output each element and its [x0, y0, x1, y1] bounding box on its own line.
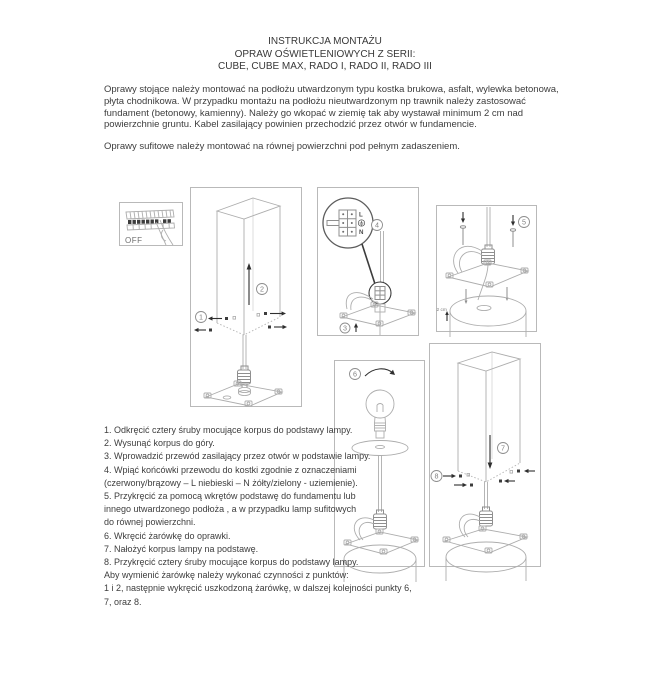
svg-text:4: 4	[375, 220, 379, 230]
off-label: OFF	[125, 236, 143, 245]
base-plate-icon	[443, 526, 527, 553]
diagram-foundation	[436, 205, 537, 339]
title-line-3: CUBE, CUBE MAX, RADO I, RADO II, RADO III	[218, 61, 432, 73]
rotate-arrow	[365, 369, 393, 376]
step-line: 1 i 2, następnie wykręcić uszkodzoną żarówkę, w dalszej kolejności punkty 6, 7, oraz 8.	[104, 583, 412, 607]
supply-cable	[487, 207, 490, 247]
svg-text:7: 7	[501, 443, 505, 453]
step-line: 5. Przykręcić za pomocą wkrętów podstawę do fundamentu lub	[104, 491, 356, 502]
power-off-diagram	[119, 202, 183, 246]
step-marker-3	[340, 323, 350, 333]
step-marker-8	[431, 471, 442, 482]
step-marker-4	[372, 220, 383, 231]
step-line: 4. Wpiąć końcówki przewodu do kostki zgodnie z oznaczeniami	[104, 464, 357, 475]
svg-text:8: 8	[434, 471, 439, 481]
foundation-cylinder-icon	[450, 296, 526, 337]
intro-line: fundament (betonowy, kamienny). Należy go wkopać w ziemię tak aby wystawał minimum 2 cm nad	[104, 107, 524, 119]
diagram-wiring	[317, 187, 419, 336]
cable-connector-icon	[480, 507, 493, 526]
step-line: 7. Nałożyć korpus lampy na podstawę.	[104, 543, 259, 554]
power-off-icon	[119, 202, 183, 246]
terminal-label-live: L	[359, 211, 363, 219]
step-marker-1	[196, 312, 207, 323]
svg-text:5: 5	[522, 217, 526, 227]
step-marker-7	[498, 443, 509, 454]
step-line: innego utwardzonego podłoża , a w przypadku lamp sufitowych	[104, 504, 357, 515]
screws-out	[194, 311, 287, 332]
screws-in	[443, 469, 535, 487]
step-marker-5	[519, 217, 530, 228]
terminal-label-neutral: N	[359, 229, 364, 236]
intro-line: Oprawy stojące należy montować na podłożu utwardzonym typu kostka brukowa, asfalt, wylewka betonowa,	[104, 84, 559, 95]
assembly-steps	[104, 424, 414, 609]
callout-line	[362, 244, 375, 284]
plate-screws	[465, 287, 509, 304]
step-marker-2	[257, 284, 268, 295]
intro-paragraph	[104, 84, 574, 131]
ceiling-note: Oprawy sufitowe należy montować na równej powierzchni pod pełnym zadaszeniem.	[104, 141, 460, 152]
base-plate-icon	[204, 381, 282, 406]
diagram-lift-body	[190, 187, 302, 407]
stem-icon	[485, 482, 488, 509]
page-title	[0, 36, 650, 74]
intro-line: powierzchnie gruntu. Kabel zasilający powinien przechodzić przez otwór w fundamencie.	[104, 119, 477, 131]
svg-text:6: 6	[353, 369, 357, 379]
step-line: 6. Wkręcić żarówkę do oprawki.	[104, 530, 231, 541]
step-line: 8. Przykręcić cztery śruby mocujące korpus do podstawy lampy.	[104, 557, 359, 568]
step-line: Aby wymienić żarówkę należy wykonać czynności z punktów:	[104, 570, 349, 581]
step-line: do równej powierzchni.	[104, 517, 196, 528]
supply-cable	[381, 231, 384, 284]
svg-text:3: 3	[343, 323, 347, 333]
diagram-lower-body	[429, 343, 541, 583]
svg-text:1: 1	[199, 312, 203, 322]
title-line-1: INSTRUKCJA MONTAŻU	[268, 36, 382, 47]
svg-text:2: 2	[260, 284, 264, 294]
step-line: 2. Wysunąć korpus do góry.	[104, 438, 215, 449]
foundation-height-label: 2 cm	[436, 308, 447, 313]
step-marker-6	[350, 369, 361, 380]
step-line: 3. Wprowadzić przewód zasilający przez otwór w podstawie lampy.	[104, 451, 371, 462]
step-line: 1. Odkręcić cztery śruby mocujące korpus do podstawy lampy.	[104, 425, 353, 435]
title-line-2: OPRAW OŚWIETLENIOWYCH Z SERII:	[234, 48, 416, 60]
stem-icon	[243, 335, 246, 369]
intro-line: płyta chodnikowa. W przypadku montażu na podłożu nieutwardzonym np trawnik należy zastosować	[104, 95, 526, 107]
step-line: (czerwony/brązowy – L niebieski – N żółty/zielony - uziemienie).	[104, 477, 358, 488]
screws-down	[460, 212, 515, 247]
